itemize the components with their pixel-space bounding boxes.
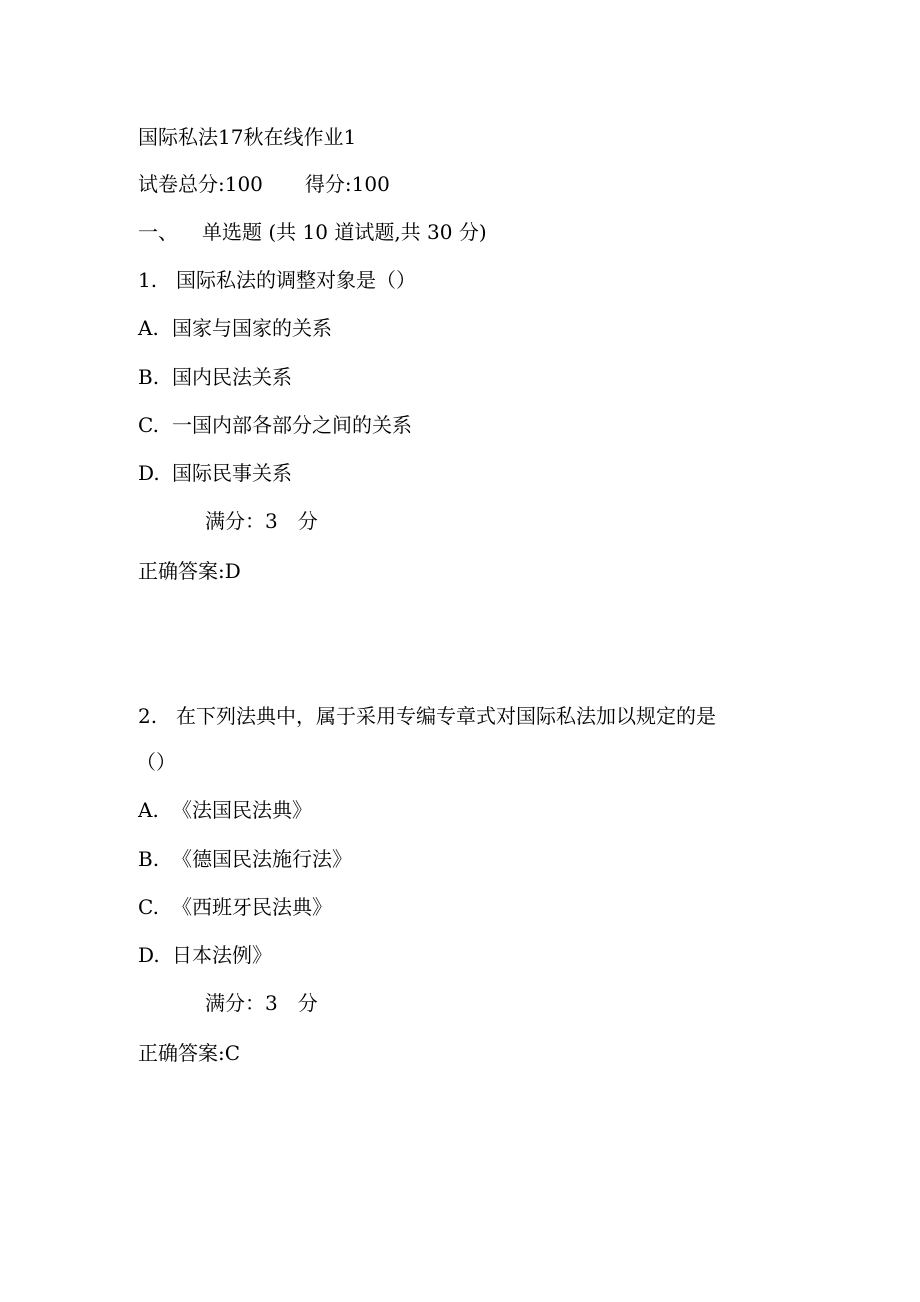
question-2-full-score: 满分：3 分 — [205, 991, 318, 1015]
option-letter: D. — [138, 461, 160, 485]
document-title: 国际私法17秋在线作业1 — [138, 125, 357, 149]
question-2-option-c — [138, 894, 332, 920]
score-summary — [138, 171, 390, 197]
option-text: 国家与国家的关系 — [172, 316, 332, 340]
question-text: 在下列法典中，属于采用专编专章式对国际私法加以规定的是 — [176, 704, 716, 728]
earned-score: 得分:100 — [304, 172, 390, 196]
option-text: 国内民法关系 — [172, 365, 292, 389]
option-text: 《法国民法典》 — [172, 798, 312, 822]
question-2-stem — [138, 703, 716, 729]
question-number: 2. — [138, 704, 158, 728]
question-2-option-a — [138, 797, 312, 823]
option-letter: A. — [138, 798, 159, 822]
section-heading — [138, 219, 487, 245]
section-text: 单选题 (共 10 道试题,共 30 分) — [202, 220, 487, 244]
option-text: 国际民事关系 — [172, 461, 292, 485]
option-text: 《西班牙民法典》 — [172, 895, 332, 919]
option-letter: A. — [138, 316, 159, 340]
option-text: 《德国民法施行法》 — [172, 847, 352, 871]
option-letter: D. — [138, 943, 160, 967]
question-1-option-a — [138, 315, 332, 341]
question-text: 国际私法的调整对象是（） — [176, 268, 416, 292]
question-1-answer: 正确答案:D — [138, 559, 241, 583]
option-text: 一国内部各部分之间的关系 — [172, 413, 412, 437]
question-1-full-score: 满分：3 分 — [205, 509, 318, 533]
question-2-answer: 正确答案:C — [138, 1041, 241, 1065]
question-1-option-c — [138, 412, 412, 438]
question-2-option-b — [138, 846, 352, 872]
option-letter: B. — [138, 847, 160, 871]
option-letter: C. — [138, 895, 159, 919]
question-1-option-d — [138, 460, 292, 486]
option-text: 日本法例》 — [172, 943, 272, 967]
question-2-stem-continued: （） — [136, 750, 176, 774]
question-1-option-b — [138, 364, 292, 390]
question-number: 1. — [138, 268, 158, 292]
section-prefix: 一、 — [138, 220, 178, 244]
option-letter: B. — [138, 365, 160, 389]
question-1-stem — [138, 267, 416, 293]
option-letter: C. — [138, 413, 159, 437]
question-2-option-d — [138, 942, 272, 968]
total-score: 试卷总分:100 — [138, 172, 263, 196]
